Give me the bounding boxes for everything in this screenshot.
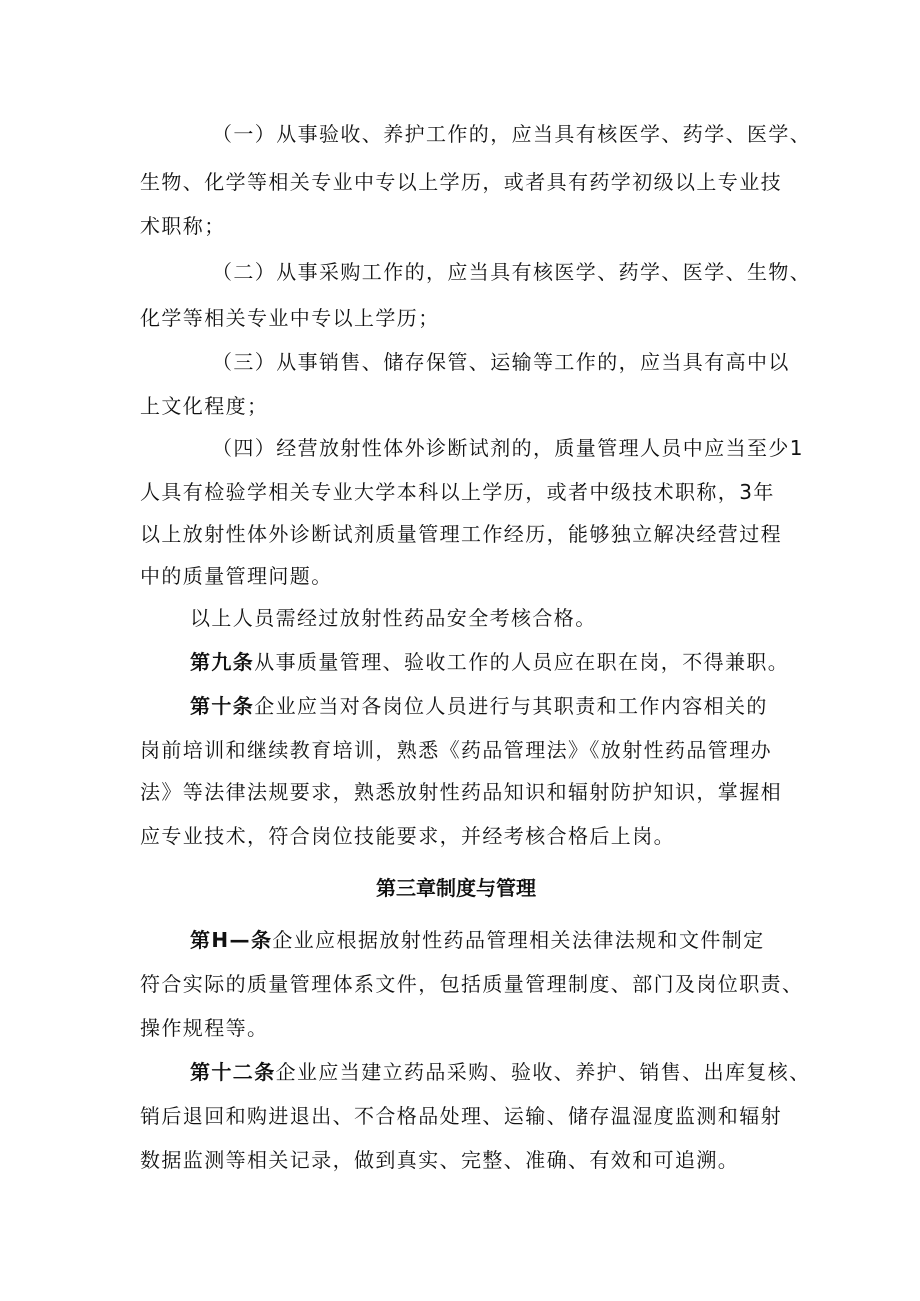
item2-line1: （二）从事采购工作的，应当具有核医学、药学、医学、生物、	[212, 260, 812, 284]
article10-text-line1: 企业应当对各岗位人员进行与其职责和工作内容相关的	[254, 694, 768, 718]
article9-label: 第九条	[190, 650, 255, 674]
article11-line1	[190, 926, 765, 954]
article10-line4: 应专业技术，符合岗位技能要求，并经考核合格后上岗。	[140, 824, 675, 848]
article12-line2: 销后退回和购进退出、不合格品处理、运输、储存温湿度监测和辐射	[140, 1104, 782, 1128]
article10-line1	[190, 692, 768, 720]
item1-line2: 生物、化学等相关专业中专以上学历，或者具有药学初级以上专业技	[140, 170, 782, 194]
item4-line3: 以上放射性体外诊断试剂质量管理工作经历，能够独立解决经营过程	[140, 522, 782, 546]
item3-line1: （三）从事销售、储存保管、运输等工作的，应当具有高中以	[212, 350, 790, 374]
summary-text: 以上人员需经过放射性药品安全考核合格。	[190, 606, 597, 630]
article11-line3: 操作规程等。	[140, 1016, 269, 1040]
article9-paragraph	[190, 648, 789, 676]
item1-line1: （一）从事验收、养护工作的，应当具有核医学、药学、医学、	[212, 122, 812, 146]
item4-line1: （四）经营放射性体外诊断试剂的，质量管理人员中应当至少1	[212, 436, 804, 460]
chapter3-title: 第三章制度与管理	[376, 876, 536, 900]
article11-text-line1: 企业应根据放射性药品管理相关法律法规和文件制定	[272, 928, 765, 952]
item4-line4: 中的质量管理问题。	[140, 564, 333, 588]
article10-label: 第十条	[190, 694, 255, 718]
article12-line3: 数据监测等相关记录，做到真实、完整、准确、有效和可追溯。	[140, 1148, 740, 1172]
item4-line2: 人具有检验学相关专业大学本科以上学历，或者中级技术职称，3年	[140, 480, 775, 504]
article11-label: 第H—条	[190, 928, 273, 952]
item1-line3: 术职称；	[140, 214, 226, 238]
item3-line2: 上文化程度；	[140, 394, 269, 418]
article12-text-line1: 企业应当建立药品采购、验收、养护、销售、出库复核、	[275, 1060, 811, 1084]
item2-line2: 化学等相关专业中专以上学历；	[140, 306, 440, 330]
article10-line2: 岗前培训和继续教育培训，熟悉《药品管理法》《放射性药品管理办	[140, 738, 772, 762]
article12-label: 第十二条	[190, 1060, 276, 1084]
article11-line2: 符合实际的质量管理体系文件，包括质量管理制度、部门及岗位职责、	[140, 972, 804, 996]
article9-text: 从事质量管理、验收工作的人员应在职在岗，不得兼职。	[254, 650, 790, 674]
article12-line1	[190, 1058, 811, 1086]
article10-line3: 法》等法律法规要求，熟悉放射性药品知识和辐射防护知识，掌握相	[140, 780, 782, 804]
